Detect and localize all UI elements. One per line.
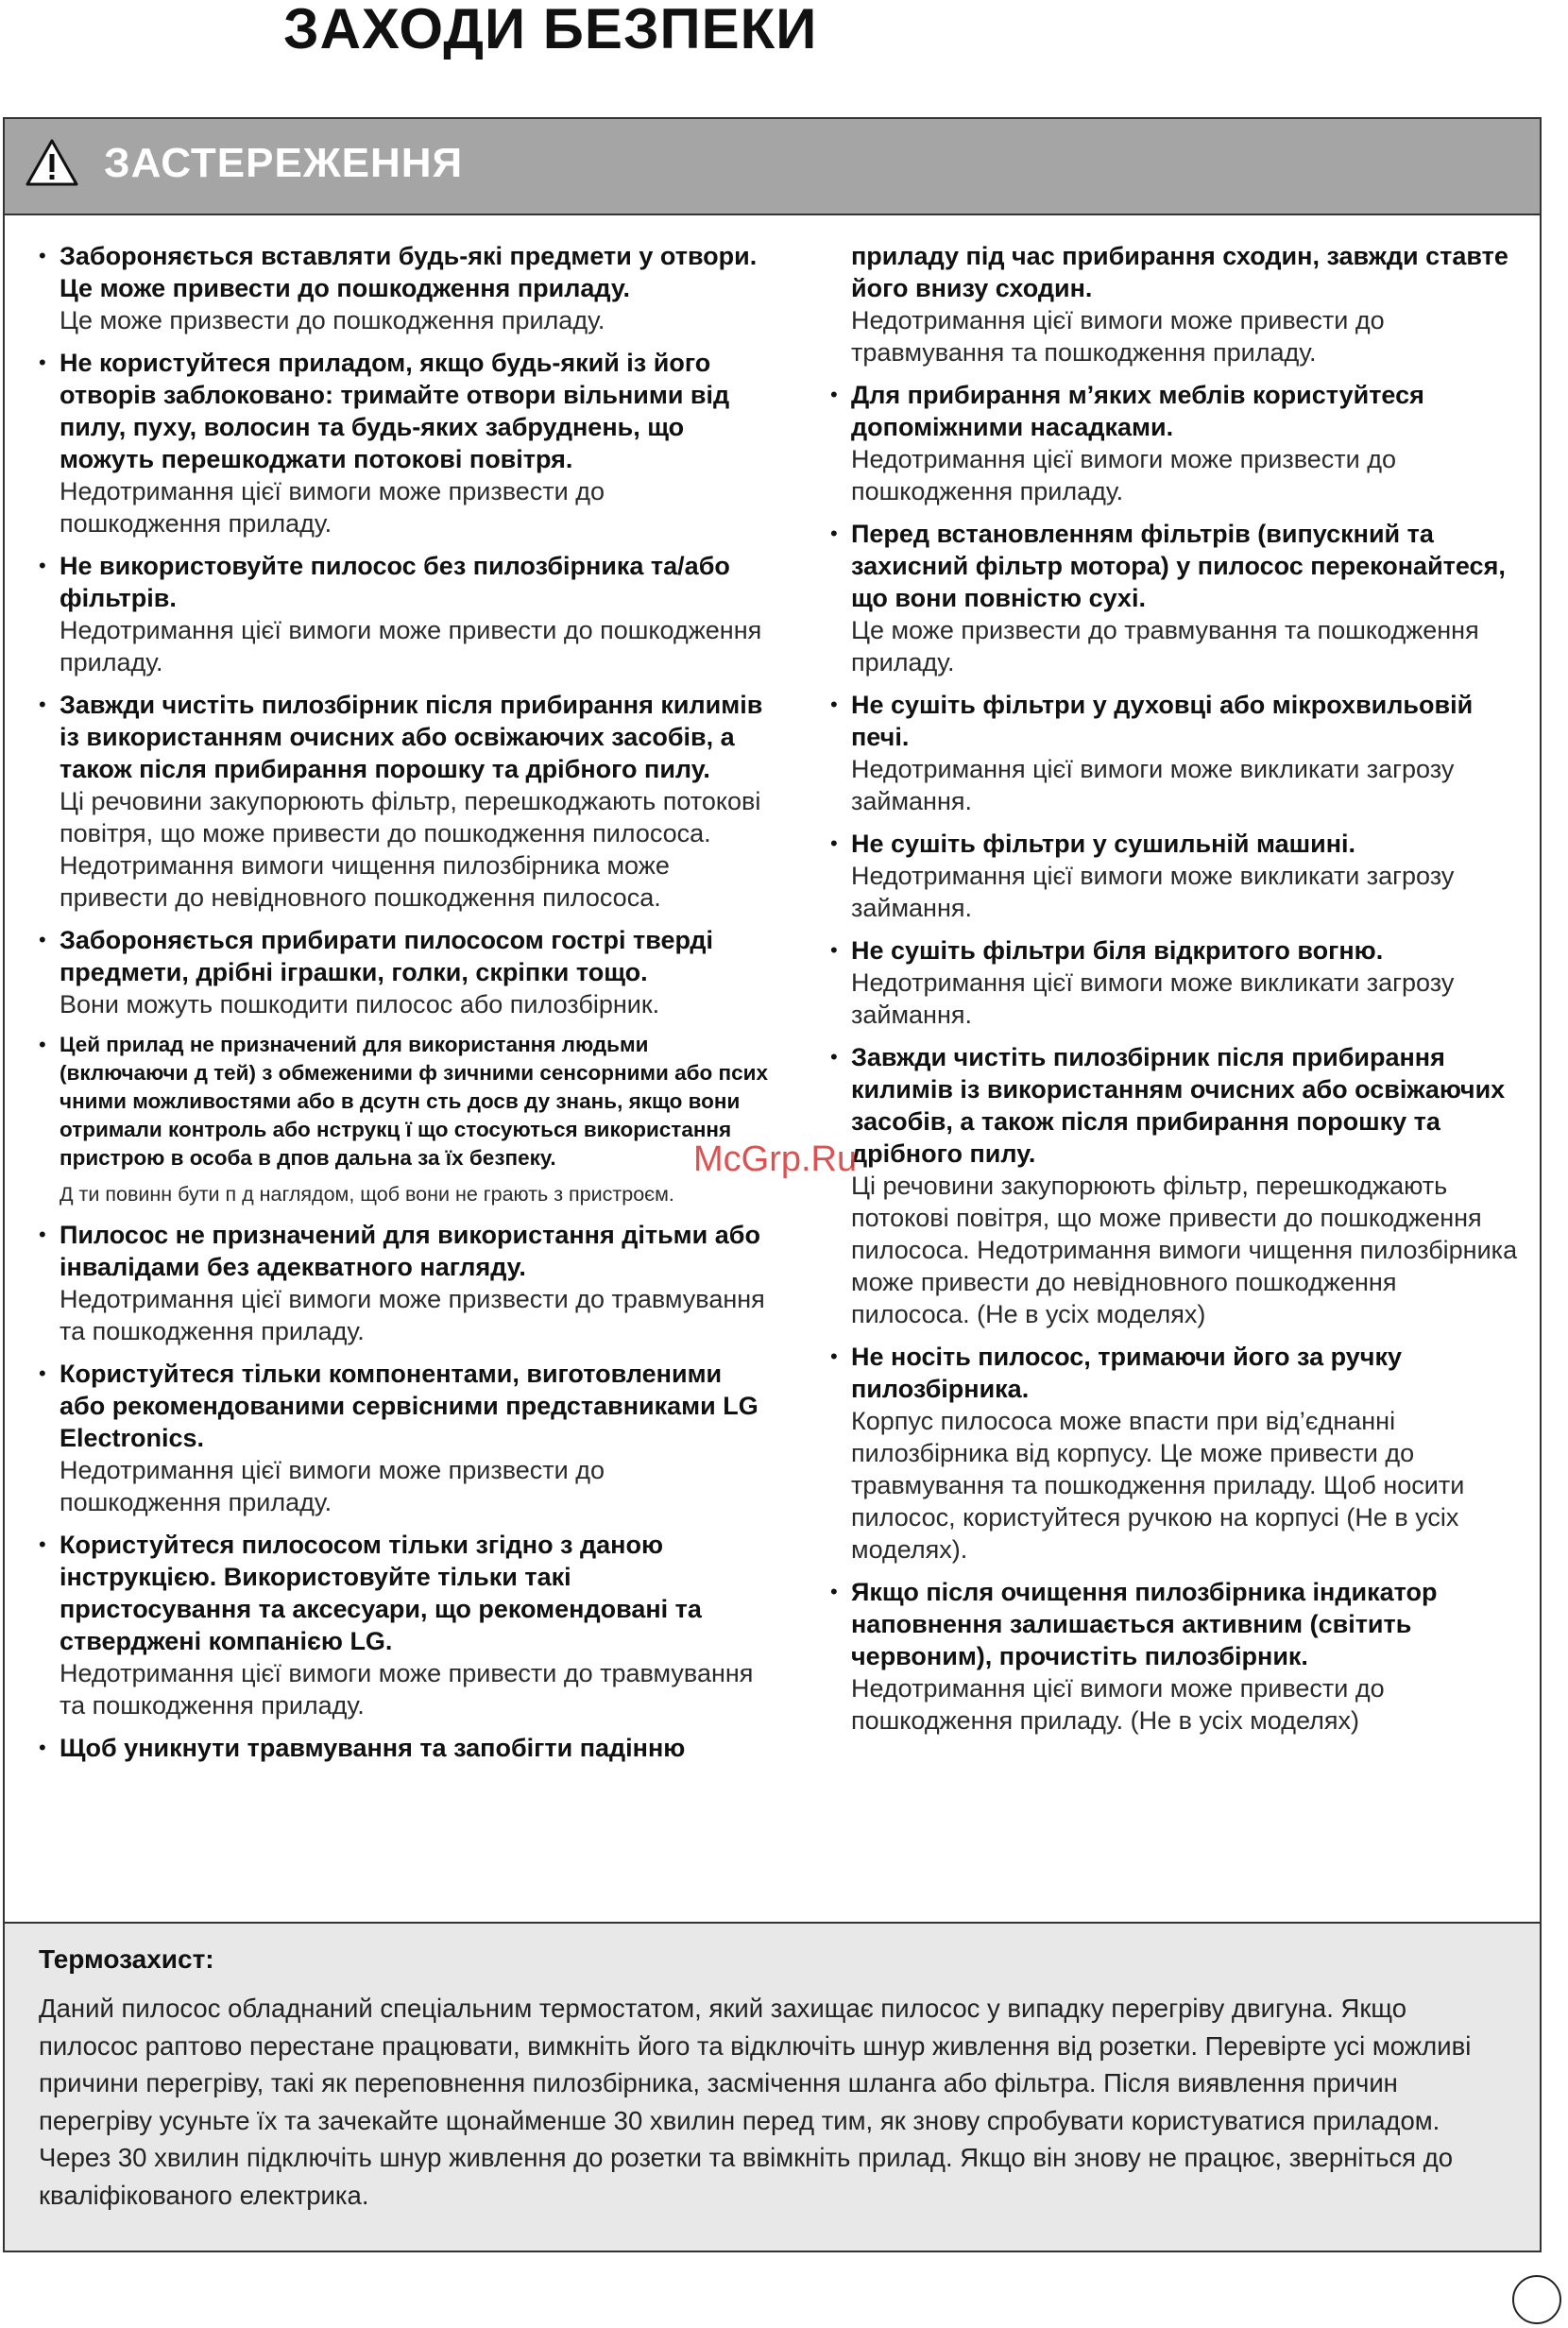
item-note-text: Недотримання цієї вимоги може привести до травмування та пошкодження приладу. (851, 306, 1385, 367)
list-item (828, 1041, 1518, 1330)
list-item (37, 924, 769, 1020)
item-note-text: Д ти повинн бути п д наглядом, щоб вони не грають з пристроєм. (60, 1183, 674, 1206)
item-bold-text: Пилосос не призначений для використання дітьми або інвалідами без адекватного нагляду. (60, 1221, 760, 1281)
bullet: • (39, 693, 46, 716)
bullet: • (39, 1361, 46, 1385)
item-bold-text: Користуйтеся тільки компонентами, виготовленими або рекомендованими сервісними представниками LG Electronics. (60, 1360, 758, 1452)
list-item (828, 689, 1518, 817)
item-bold-text: Не сушіть фільтри біля відкритого вогню. (851, 936, 1384, 965)
item-bold-text: Цей прилад не призначений для використання людьми (включаючи д тей) з обмеженими ф зичними сенсорними або псих чними можливостями або в дсутн сть досв ду знань, якщо вони отримали контроль або нструкц ї що стосуються використання пристрою в особа в дпов дальна за їх безпеку. (60, 1033, 768, 1170)
right-column (828, 240, 1518, 1747)
list-item (37, 347, 769, 539)
item-bold-text: приладу під час прибирання сходин, завжди ставте його внизу сходин. (851, 242, 1508, 302)
item-bold-text: Користуйтеся пилососом тільки згідно з даною інструкцією. Використовуйте тільки такі пристосування та аксесуари, що рекомендовані та стверджені компанією LG. (60, 1531, 702, 1655)
item-bold-text: Не носіть пилосос, тримаючи його за ручку пилозбірника. (851, 1343, 1402, 1403)
item-note-text: Це може призвести до пошкодження приладу. (60, 306, 605, 334)
page-number-circle (1512, 2275, 1561, 2324)
caution-banner (5, 119, 1540, 215)
bullet: • (39, 1033, 46, 1056)
bullet: • (39, 1532, 46, 1556)
item-bold-text: Не використовуйте пилосос без пилозбірника та/або фільтрів. (60, 552, 730, 612)
list-item (828, 518, 1518, 678)
bullet: • (39, 1736, 46, 1759)
item-bold-text: Щоб уникнути травмування та запобігти падінню (60, 1734, 686, 1762)
item-bold-text: Не сушіть фільтри у сушильній машині. (851, 830, 1356, 858)
item-note-text: Недотримання цієї вимоги може призвести до пошкодження приладу. (851, 445, 1396, 505)
list-item (37, 1219, 769, 1347)
item-note-text: Недотримання цієї вимоги може викликати загрозу займання. (851, 862, 1455, 922)
bullet: • (39, 554, 46, 577)
warning-triangle-icon (26, 139, 78, 186)
watermark: McGrp.Ru (693, 1139, 858, 1179)
bullet: • (39, 244, 46, 267)
list-item (37, 240, 769, 336)
thermal-protection-section (5, 1922, 1540, 2251)
list-item (37, 1358, 769, 1518)
item-note-text: Недотримання цієї вимоги може призвести до травмування та пошкодження приладу. (60, 1285, 765, 1345)
thermal-text: Даний пилосос обладнаний спеціальним термостатом, який захищає пилосос у випадку перегріву двигуна. Якщо пилосос раптово перестане працювати, вимкніть його та відключіть шнур живлення від розетки. Перевірте усі можливі причини перегріву, такі як переповнення пилозбірника, засмічення шланга або фільтра. Після виявлення причин перегріву усуньте їх та зачекайте щонайменше 30 хвилин перед тим, як знову спробувати користуватися приладом. Через 30 хвилин підключіть шнур живлення до розетки та ввімкніть прилад. Якщо він знову не працює, зверніться до кваліфікованого електрика. (39, 1994, 1472, 2210)
list-item (37, 1732, 769, 1764)
thermal-title: Термозахист: (39, 1944, 214, 1974)
item-note-text: Ці речовини закупорюють фільтр, перешкоджають потокові повітря, що може привести до пошкодження пилососа. Недотримання вимоги чищення пилозбірника може привести до невідновного пошкодження пилососа. (60, 787, 761, 912)
list-item (828, 934, 1518, 1031)
list-item (828, 828, 1518, 924)
bullet: • (830, 1344, 838, 1368)
item-bold-text: Для прибирання м’яких меблів користуйтеся допоміжними насадками. (851, 381, 1424, 441)
item-note-text: Недотримання цієї вимоги може привести до пошкодження приладу. (Не в усіх моделях) (851, 1674, 1385, 1735)
bullet: • (830, 1045, 838, 1069)
bullet: • (39, 928, 46, 951)
list-item (37, 689, 769, 914)
item-bold-text: Перед встановленням фільтрів (випускний та захисний фільтр мотора) у пилосос переконайтеся, що вони повністю сухі. (851, 520, 1506, 612)
item-bold-text: Забороняється прибирати пилососом гострі тверді предмети, дрібні іграшки, голки, скріпки тощо. (60, 926, 713, 986)
bullet: • (830, 1580, 838, 1603)
list-item (828, 240, 1518, 368)
list-item (37, 1529, 769, 1721)
item-note-text: Це може призвести до травмування та пошкодження приладу. (851, 616, 1479, 676)
caution-frame (3, 117, 1542, 2252)
bullet: • (830, 693, 838, 716)
item-bold-text: Завжди чистіть пилозбірник після прибирання килимів із використанням очисних або освіжаючих засобів, а також після прибирання порошку та дрібного пилу. (851, 1043, 1506, 1168)
item-note-text: Корпус пилососа може впасти при від’єднанні пилозбірника від корпусу. Це може привести до травмування та пошкодження приладу. Щоб носити пилосос, користуйтеся ручкою на корпусі (Не в усіх моделях). (851, 1407, 1465, 1564)
left-column (37, 240, 769, 1774)
item-bold-text: Завжди чистіть пилозбірник після прибирання килимів із використанням очисних або освіжаючих засобів, а також після прибирання порошку та дрібного пилу. (60, 691, 763, 783)
item-note-text: Недотримання цієї вимоги може привести до пошкодження приладу. (60, 616, 762, 676)
item-bold-text: Забороняється вставляти будь-які предмети у отвори. Це може привести до пошкодження приладу. (60, 242, 758, 302)
list-item (828, 379, 1518, 507)
item-note-text: Недотримання цієї вимоги може призвести до пошкодження приладу. (60, 1456, 605, 1516)
item-bold-text: Не сушіть фільтри у духовці або мікрохвильовій печі. (851, 691, 1474, 751)
item-note-text: Недотримання цієї вимоги може викликати загрозу займання. (851, 968, 1455, 1029)
bullet: • (39, 351, 46, 374)
item-bold-text: Якщо після очищення пилозбірника індикатор наповнення залишається активним (світить червоним), прочистіть пилозбірник. (851, 1578, 1438, 1670)
item-note-text: Недотримання цієї вимоги може викликати загрозу займання. (851, 755, 1455, 815)
list-item (828, 1576, 1518, 1737)
list-item (37, 550, 769, 678)
item-note-text: Ці речовини закупорюють фільтр, перешкоджають потокові повітря, що може привести до пошкодження пилососа. Недотримання вимоги чищення пилозбірника може привести до невідновного пошкодження пилососа. (Не в усіх моделях) (851, 1172, 1518, 1328)
page-title: ЗАХОДИ БЕЗПЕКИ (283, 0, 818, 60)
banner-title: ЗАСТЕРЕЖЕННЯ (104, 140, 464, 186)
bullet: • (830, 383, 838, 406)
list-item (828, 1341, 1518, 1566)
item-note-text: Недотримання цієї вимоги може призвести до пошкодження приладу. (60, 477, 605, 538)
bullet: • (39, 1223, 46, 1246)
item-note-text: Вони можуть пошкодити пилосос або пилозбірник. (60, 990, 660, 1018)
bullet: • (830, 522, 838, 545)
item-note-text: Недотримання цієї вимоги може привести до травмування та пошкодження приладу. (60, 1659, 754, 1720)
bullet: • (830, 938, 838, 962)
item-bold-text: Не користуйтеся приладом, якщо будь-який із його отворів заблоковано: тримайте отвори вільними від пилу, пуху, волосин та будь-яких забруднень, що можуть перешкоджати потокові повітря. (60, 349, 730, 473)
bullet: • (830, 831, 838, 855)
list-item (37, 1031, 769, 1208)
